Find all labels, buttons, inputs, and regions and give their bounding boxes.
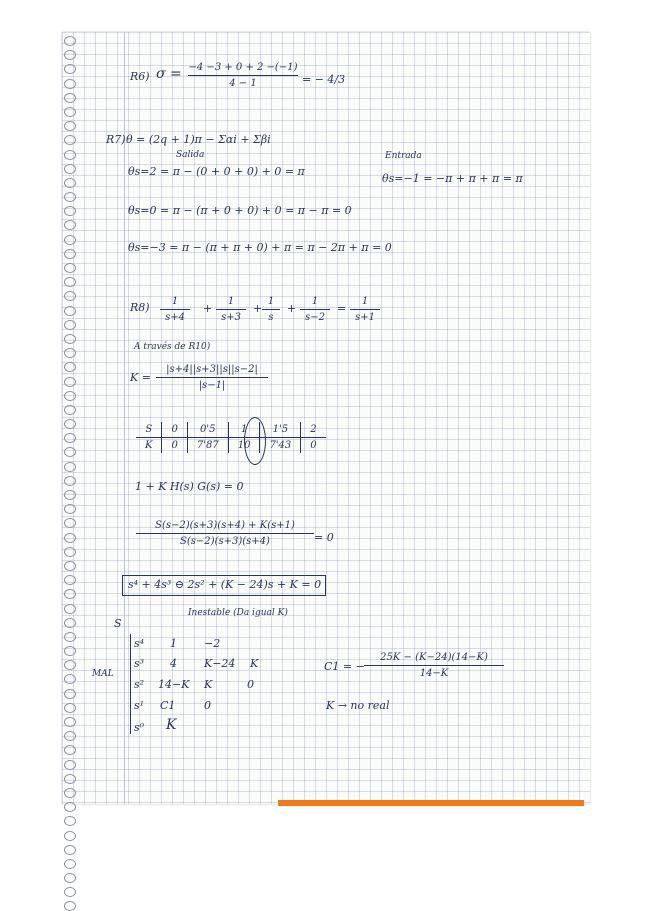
table-cell: 0'5: [187, 422, 228, 438]
numerator: 25K − (K−24)(14−K): [380, 652, 488, 663]
spiral-ring: [64, 674, 76, 684]
r7-salida: Salida: [176, 150, 205, 160]
spiral-ring: [64, 518, 76, 528]
spiral-ring: [64, 64, 76, 74]
routh-mal: MAL: [92, 669, 114, 679]
margin-line: [124, 32, 125, 804]
routh-s-mark: S: [114, 617, 122, 630]
spiral-ring: [64, 887, 76, 897]
spiral-ring: [64, 320, 76, 330]
spiral-ring: [64, 703, 76, 713]
r8-k-label: K =: [130, 371, 151, 384]
routh-divider: [130, 634, 131, 734]
routh-power: s⁴: [134, 637, 145, 650]
spiral-ring: [64, 731, 76, 741]
table-cell: 0: [301, 438, 326, 454]
r6-label: R6): [130, 70, 150, 83]
spiral-ring: [64, 901, 76, 911]
spiral-ring: [64, 206, 76, 216]
spiral-ring: [64, 348, 76, 358]
spiral-ring: [64, 405, 76, 415]
spiral-ring: [64, 192, 76, 202]
r8-fraction-4: [300, 296, 330, 323]
table-row-s: [136, 422, 326, 438]
spiral-ring: [64, 79, 76, 89]
spiral-ring: [64, 334, 76, 344]
plus-sign: +: [287, 302, 297, 315]
routh-cell: K: [204, 678, 213, 691]
numerator: 1: [311, 296, 319, 307]
spiral-ring: [64, 164, 76, 174]
r8-label: R8): [130, 301, 150, 314]
r7-entrada-line: θs=−1 = −π + π + π = π: [382, 172, 523, 185]
spiral-ring: [64, 476, 76, 486]
fraction-bar: [188, 75, 298, 76]
spiral-ring: [64, 135, 76, 145]
spiral-ring: [64, 291, 76, 301]
spiral-ring: [64, 745, 76, 755]
spiral-ring: [64, 859, 76, 869]
spiral-ring: [64, 362, 76, 372]
table-row-k: [136, 438, 326, 454]
fraction-bar: [350, 309, 380, 310]
r8-fraction-1: [160, 296, 190, 323]
table-cell: S: [136, 422, 162, 438]
spiral-ring: [64, 717, 76, 727]
spiral-ring: [64, 774, 76, 784]
spiral-ring: [64, 447, 76, 457]
r8-note: A través de R10): [134, 342, 211, 352]
spiral-ring: [64, 220, 76, 230]
routh-cell: C1: [160, 699, 176, 712]
plus-sign: +: [203, 302, 213, 315]
spiral-ring: [64, 235, 76, 245]
numerator: 1: [361, 296, 369, 307]
r6-numerator: −4 −3 + 0 + 2 −(−1): [188, 62, 298, 73]
fraction-bar: [300, 309, 330, 310]
plus-sign: +: [253, 302, 263, 315]
c1-label: C1 = −: [324, 660, 365, 673]
spiral-ring: [64, 689, 76, 699]
r7-line2: θs=0 = π − (π + 0 + 0) + 0 = π − π = 0: [128, 204, 352, 217]
denominator: s+3: [221, 312, 241, 323]
r8-k-fraction: [156, 364, 268, 391]
routh-power: s⁰: [134, 721, 145, 734]
denominator: S(s−2)(s+3)(s+4): [180, 536, 270, 547]
r6-fraction: [188, 62, 298, 89]
spiral-ring: [64, 433, 76, 443]
numerator: 1: [267, 296, 275, 307]
spiral-ring: [64, 660, 76, 670]
spiral-ring: [64, 419, 76, 429]
spiral-ring: [64, 107, 76, 117]
denominator: s+4: [165, 312, 185, 323]
spiral-ring: [64, 873, 76, 883]
fraction-bar: [136, 533, 314, 534]
spiral-ring: [64, 831, 76, 841]
routh-cell: K: [250, 657, 259, 670]
r6-sigma: σ =: [156, 66, 182, 82]
spiral-ring: [64, 490, 76, 500]
orange-tape: [278, 800, 584, 806]
char-eq-zero: = 0: [314, 531, 334, 544]
spiral-ring: [64, 377, 76, 387]
r7-entrada: Entrada: [385, 151, 422, 161]
spiral-ring: [64, 121, 76, 131]
routh-cell: K: [166, 717, 177, 733]
r8-fraction-2: [216, 296, 246, 323]
spiral-ring: [64, 277, 76, 287]
numerator: 1: [171, 296, 179, 307]
spiral-ring: [64, 632, 76, 642]
denominator: s: [268, 312, 274, 323]
denominator: s−2: [305, 312, 325, 323]
spiral-ring: [64, 50, 76, 60]
table-cell: 2: [301, 422, 326, 438]
s-k-table: [136, 422, 326, 453]
spiral-ring: [64, 462, 76, 472]
routh-cell: 1: [170, 637, 177, 650]
numerator: S(s−2)(s+3)(s+4) + K(s+1): [155, 520, 295, 531]
numerator: |s+4||s+3||s||s−2|: [166, 364, 258, 375]
spiral-ring: [64, 816, 76, 826]
routh-cell: 4: [170, 657, 177, 670]
routh-cell: 0: [247, 678, 254, 691]
table-cell: 7'87: [187, 438, 228, 454]
table-cell: 0: [162, 422, 187, 438]
spiral-ring: [64, 646, 76, 656]
r7-line3: θs=−3 = π − (π + π + 0) + π = π − 2π + π = 0: [128, 241, 392, 254]
spiral-ring: [64, 36, 76, 46]
spiral-ring: [64, 760, 76, 770]
numerator: 1: [227, 296, 235, 307]
routh-cell: K−24: [204, 657, 236, 670]
routh-cell: 0: [204, 699, 211, 712]
spiral-ring: [64, 618, 76, 628]
spiral-ring: [64, 263, 76, 273]
table-cell: 1'5: [260, 422, 301, 438]
spiral-ring: [64, 150, 76, 160]
routh-cell: −2: [204, 637, 221, 650]
spiral-ring: [64, 547, 76, 557]
spiral-ring: [64, 575, 76, 585]
r8-fraction-5: [350, 296, 380, 323]
routh-cell: 14−K: [158, 678, 190, 691]
routh-power: s¹: [134, 699, 145, 712]
spiral-ring: [64, 561, 76, 571]
spiral-ring: [64, 802, 76, 812]
r7-formula: θ = (2q + 1)π − Σαi + Σβi: [126, 133, 271, 146]
char-polynomial: s⁴ + 4s³ ⊖ 2s² + (K − 24)s + K = 0: [128, 578, 322, 591]
table-cell: K: [145, 440, 153, 451]
char-fraction: [136, 520, 314, 547]
spiral-ring: [64, 306, 76, 316]
spiral-ring: [64, 178, 76, 188]
fraction-bar: [262, 309, 280, 310]
fraction-bar: [160, 309, 190, 310]
spiral-ring: [64, 788, 76, 798]
spiral-ring: [64, 93, 76, 103]
denominator: s+1: [355, 312, 375, 323]
denominator: |s−1|: [198, 380, 226, 391]
r7-label: R7): [106, 133, 126, 146]
r7-line1: θs=2 = π − (0 + 0 + 0) + 0 = π: [128, 165, 305, 178]
spiral-binding: [62, 36, 78, 800]
spiral-ring: [64, 589, 76, 599]
r6-result: = − 4/3: [302, 73, 346, 86]
spiral-ring: [64, 504, 76, 514]
fraction-bar: [156, 377, 268, 378]
table-cell: 7'43: [260, 438, 301, 454]
max-value-circle: [244, 417, 266, 465]
unstable-note: Inestable (Da igual K): [188, 608, 288, 618]
spiral-ring: [64, 604, 76, 614]
spiral-ring: [64, 845, 76, 855]
denominator: 14−K: [419, 668, 449, 679]
spiral-ring: [64, 533, 76, 543]
fraction-bar: [364, 665, 504, 666]
char-eq-1: 1 + K H(s) G(s) = 0: [135, 480, 244, 493]
equals-sign: =: [337, 302, 347, 315]
r8-fraction-3: [262, 296, 280, 323]
routh-power: s²: [134, 678, 145, 691]
spiral-ring: [64, 391, 76, 401]
table-cell: 10: [228, 438, 260, 454]
table-cell: 0: [162, 438, 187, 454]
spiral-ring: [64, 249, 76, 259]
r6-denominator: 4 − 1: [229, 78, 257, 89]
routh-power: s³: [134, 657, 145, 670]
routh-conclusion: K → no real: [326, 699, 390, 712]
table-cell: 1: [228, 422, 260, 438]
c1-fraction: [364, 652, 504, 679]
fraction-bar: [216, 309, 246, 310]
